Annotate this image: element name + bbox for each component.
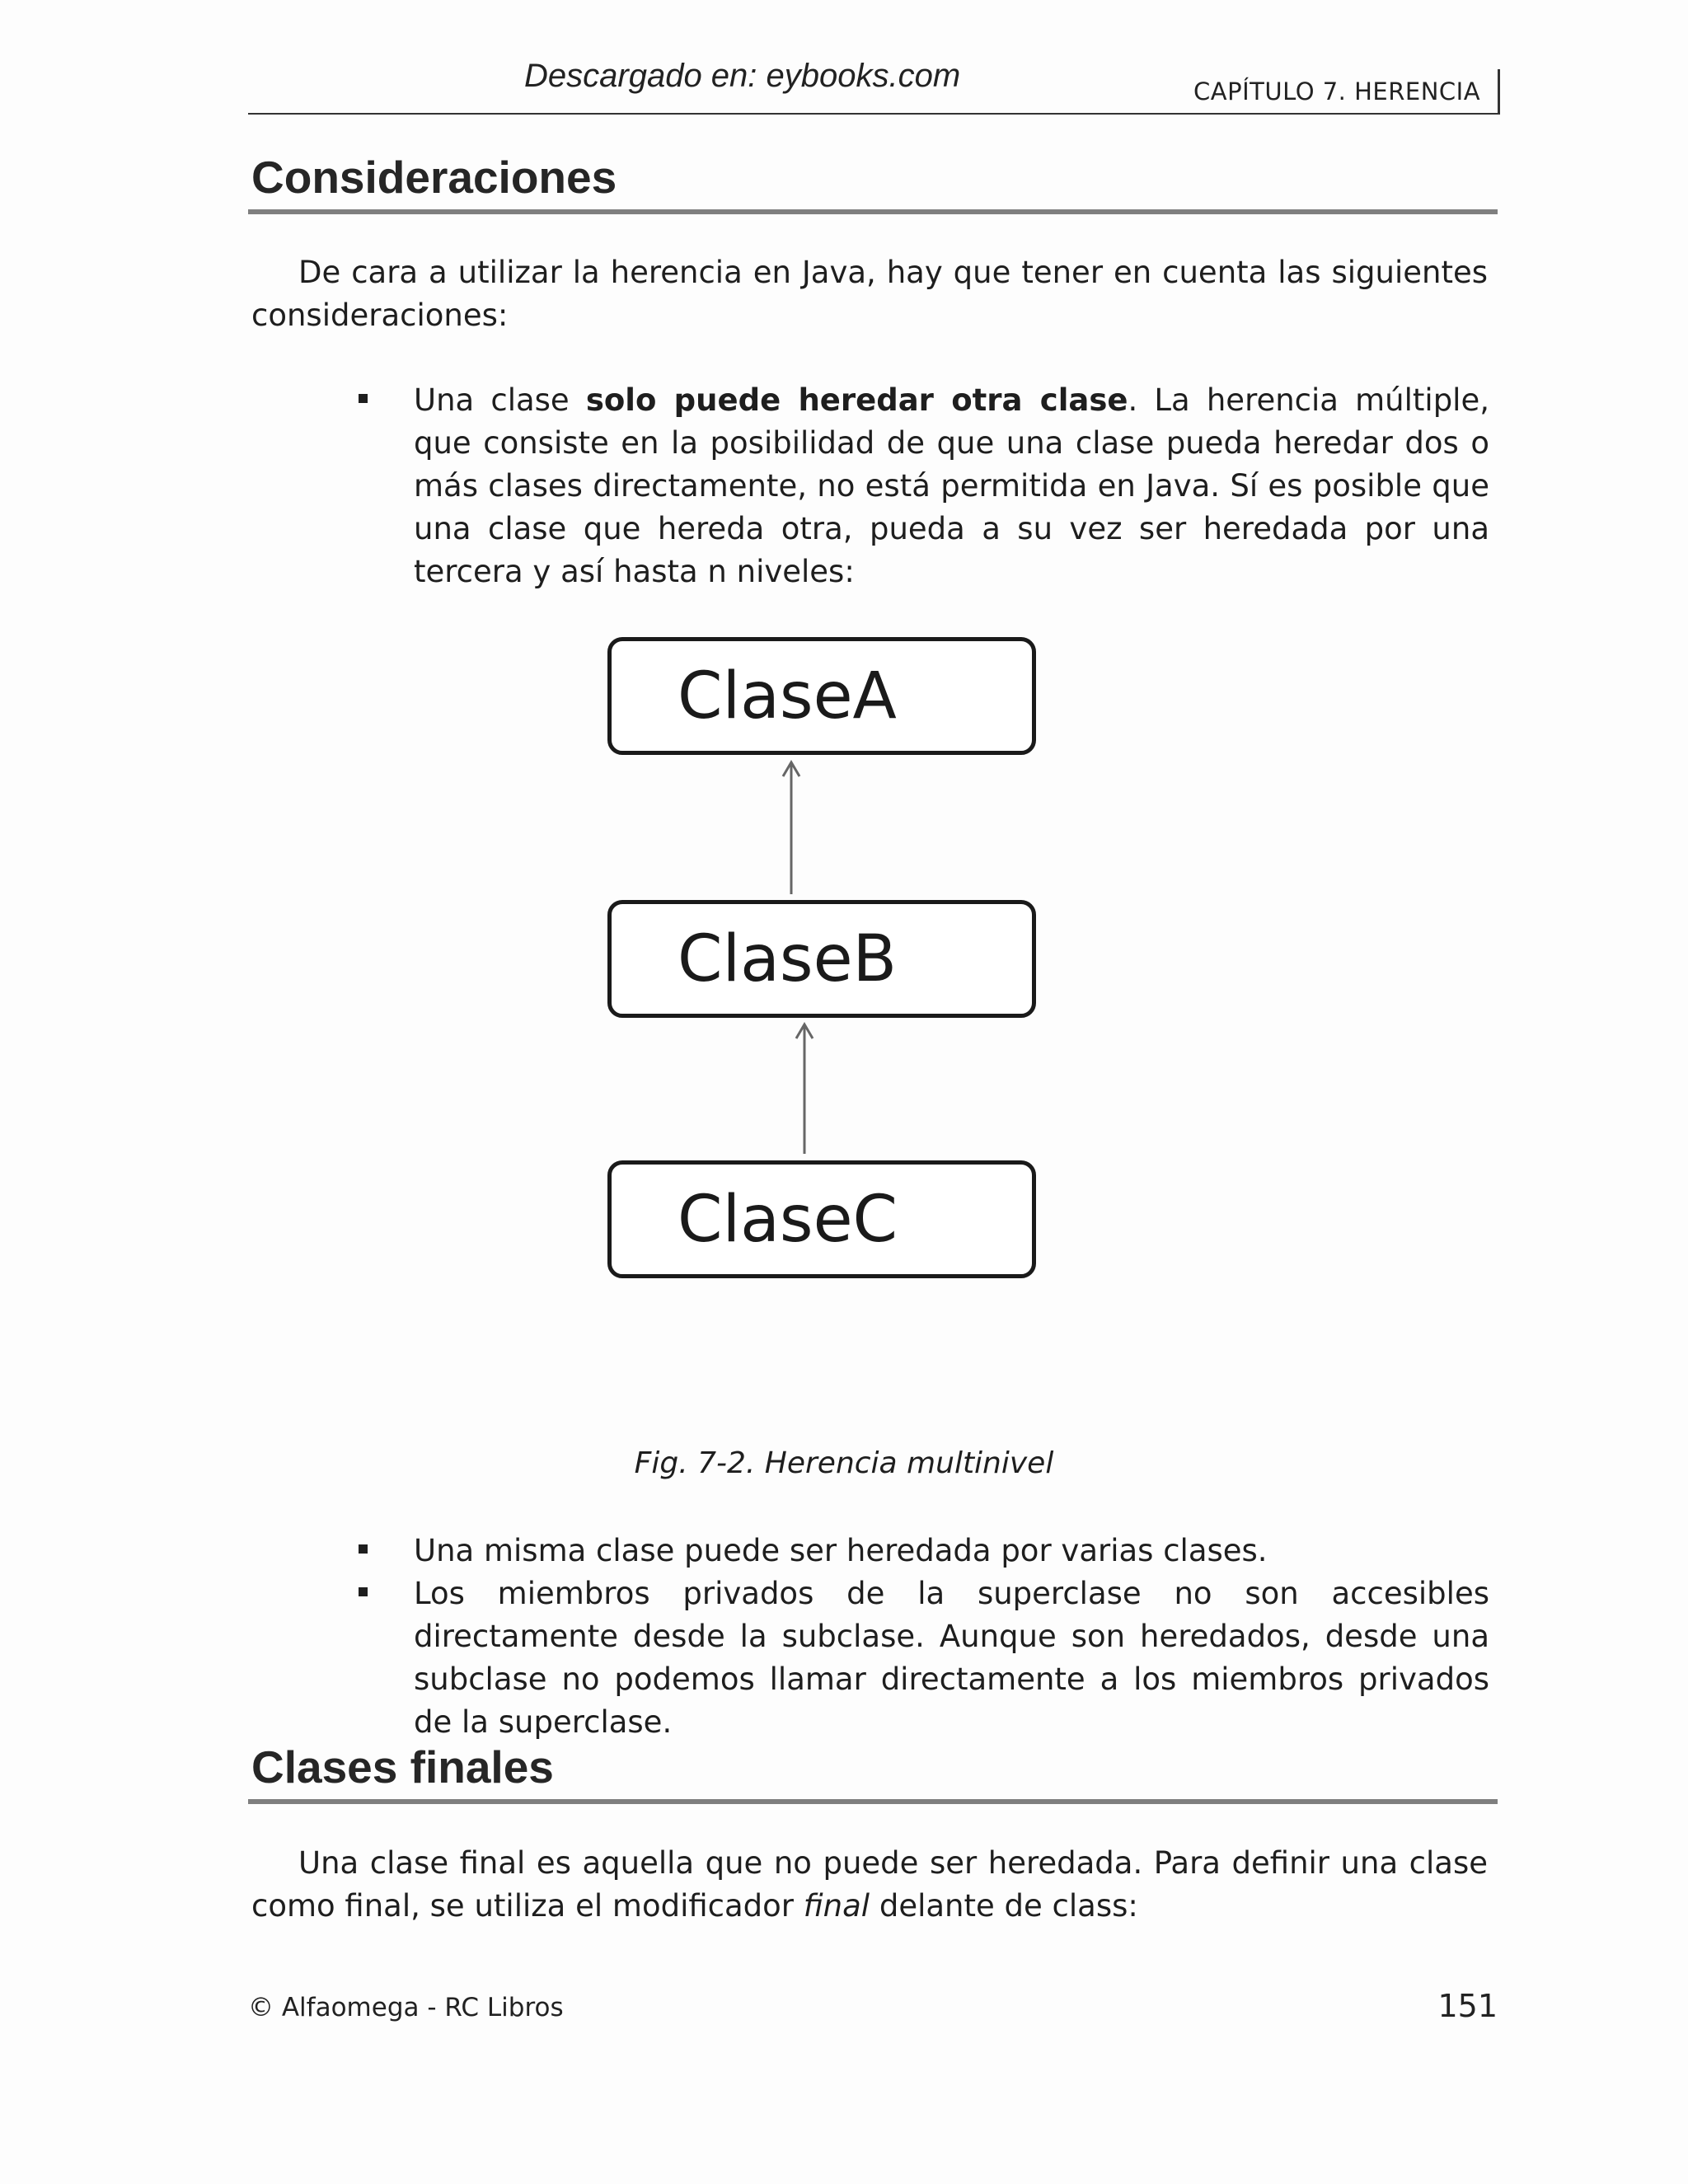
- bullet-square-icon: [359, 394, 368, 403]
- intro-paragraph: De cara a utilizar la herencia en Java, hay que tener en cuenta las siguientes consideraciones:: [251, 255, 1488, 333]
- considerations-list-1: [354, 379, 1489, 593]
- class-label-b: ClaseB: [678, 922, 898, 996]
- header-tick: [1498, 69, 1500, 115]
- final-para-post: delante de class:: [870, 1888, 1138, 1924]
- list-item: [354, 379, 1489, 593]
- header-rule: [248, 113, 1499, 115]
- download-watermark: Descargado en: eybooks.com: [524, 58, 961, 94]
- footer-copyright: © Alfaomega - RC Libros: [248, 1993, 564, 2022]
- bullet1-bold: solo puede heredar otra clase: [585, 382, 1128, 418]
- figure-caption: Fig. 7-2. Herencia multinivel: [634, 1446, 1054, 1480]
- final-class-paragraph: [251, 1842, 1488, 1928]
- bullet2-text: Una misma clase puede ser heredada por varias clases.: [414, 1533, 1268, 1568]
- list-item: [354, 1572, 1489, 1744]
- class-box-c: [607, 1160, 1036, 1278]
- section-title-clases-finales: Clases finales: [251, 1741, 554, 1793]
- list-item: [354, 1530, 1489, 1572]
- final-para-pre: Una clase final es aquella que no puede ser heredada. Para definir una clase como final, se utiliza el modificador: [251, 1845, 1488, 1924]
- class-label-c: ClaseC: [678, 1183, 898, 1257]
- page-number: 151: [1437, 1988, 1498, 2024]
- final-para-italic: final: [803, 1888, 870, 1924]
- bullet3-text: Los miembros privados de la superclase no son accesibles directamente desde la subclase. Aunque son heredados, desde una subclase no podemos llamar directamente a los miembros privados de la superclase.: [414, 1576, 1489, 1740]
- section-rule: [248, 209, 1498, 214]
- bullet-square-icon: [359, 1544, 368, 1554]
- chapter-header: CAPÍTULO 7. HERENCIA: [1193, 77, 1481, 105]
- class-box-a: [607, 637, 1036, 755]
- class-box-b: [607, 900, 1036, 1018]
- bullet-square-icon: [359, 1587, 368, 1596]
- section-title-consideraciones: Consideraciones: [251, 152, 617, 203]
- bullet1-pre: Una clase: [414, 382, 586, 418]
- considerations-list-2: [354, 1530, 1489, 1744]
- class-label-a: ClaseA: [678, 659, 897, 733]
- inheritance-diagram: [597, 630, 1050, 1290]
- section-rule: [248, 1799, 1498, 1804]
- bullet1-post: . La herencia múltiple, que consiste en la posibilidad de que una clase pueda heredar dos o más clases directamente, no está permitida en Java. Sí es posible que una clase que hereda otra, pueda a su vez ser heredada por una tercera y así hasta n niveles:: [414, 382, 1489, 589]
